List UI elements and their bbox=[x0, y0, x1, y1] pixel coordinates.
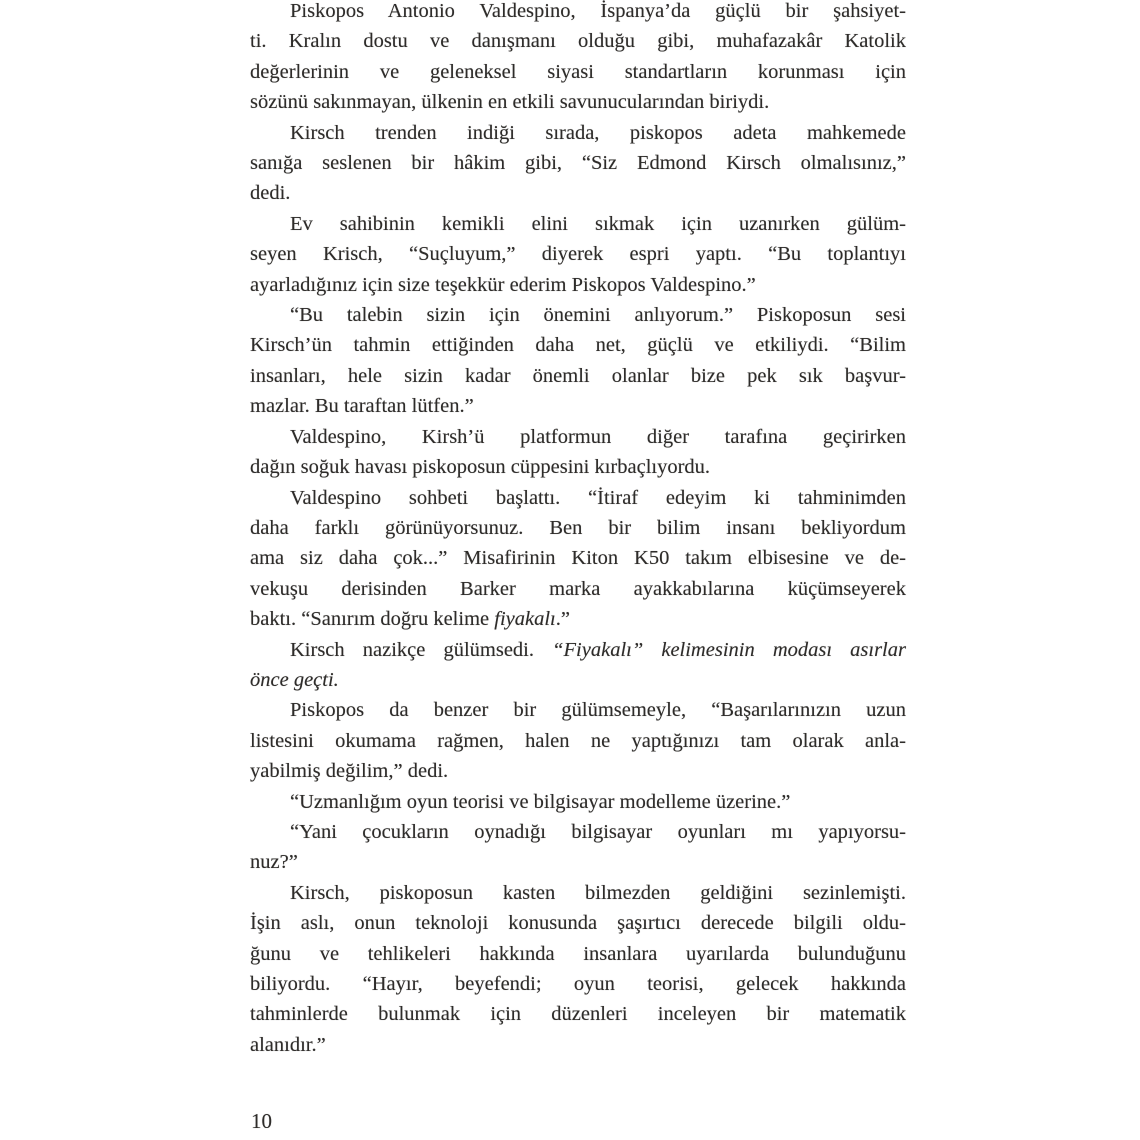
text-run: İşin aslı, onun teknoloji konusunda şaşırtıcı derecede bilgili oldu- bbox=[250, 912, 906, 935]
text-line bbox=[250, 239, 906, 269]
text-run: Kirsch nazikçe gülümsedi. bbox=[290, 638, 553, 661]
italic-text-run: “Fiyakalı” kelimesinin modası asırlar bbox=[552, 638, 906, 661]
text-line bbox=[250, 787, 906, 817]
text-line bbox=[250, 422, 906, 452]
text-line bbox=[250, 969, 906, 999]
paragraph bbox=[250, 817, 906, 878]
text-line bbox=[250, 726, 906, 756]
page-number: 10 bbox=[251, 1109, 272, 1133]
text-run: alanıdır.” bbox=[250, 1033, 326, 1056]
text-line bbox=[250, 330, 906, 360]
text-line bbox=[250, 0, 906, 26]
text-run: “Bu talebin sizin için önemini anlıyorum.” Piskoposun sesi bbox=[290, 304, 906, 327]
paragraph bbox=[250, 878, 906, 1060]
text-line bbox=[250, 57, 906, 87]
italic-text-run: fiyakalı bbox=[494, 608, 556, 631]
text-line bbox=[250, 178, 906, 208]
text-line bbox=[250, 148, 906, 178]
paragraph bbox=[250, 422, 906, 483]
text-run: yabilmiş değilim,” dedi. bbox=[250, 760, 449, 783]
text-run: “Yani çocukların oynadığı bilgisayar oyunları mı yapıyorsu- bbox=[290, 820, 906, 843]
text-line bbox=[250, 574, 906, 604]
text-line bbox=[250, 1030, 906, 1060]
paragraph bbox=[250, 483, 906, 635]
paragraph bbox=[250, 635, 906, 696]
text-run: ti. Kralın dostu ve danışmanı olduğu gibi, muhafazakâr Katolik bbox=[250, 30, 906, 53]
text-line bbox=[250, 665, 906, 695]
text-run: ğunu ve tehlikeleri hakkında insanlara uyarılarda bulunduğunu bbox=[250, 942, 906, 965]
text-run: Kirsch trenden indiği sırada, piskopos adeta mahkemede bbox=[290, 121, 906, 144]
text-line bbox=[250, 939, 906, 969]
text-line bbox=[250, 118, 906, 148]
text-run: sözünü sakınmayan, ülkenin en etkili savunucularından biriydi. bbox=[250, 91, 770, 114]
text-run: Kirsch, piskoposun kasten bilmezden geldiğini sezinlemişti. bbox=[290, 881, 906, 904]
text-line bbox=[250, 209, 906, 239]
text-run: baktı. “Sanırım doğru kelime bbox=[250, 608, 495, 631]
text-run: listesini okumama rağmen, halen ne yaptığınızı tam olarak anla- bbox=[250, 729, 906, 752]
text-run: seyen Krisch, “Suçluyum,” diyerek espri yaptı. “Bu toplantıyı bbox=[250, 243, 906, 266]
text-run: .” bbox=[555, 608, 570, 631]
text-run: Ev sahibinin kemikli elini sıkmak için uzanırken gülüm- bbox=[290, 212, 906, 235]
text-line bbox=[250, 908, 906, 938]
text-line bbox=[250, 604, 906, 634]
text-run: daha farklı görünüyorsunuz. Ben bir bilim insanı bekliyordum bbox=[250, 516, 906, 539]
paragraph bbox=[250, 695, 906, 786]
text-run: dağın soğuk havası piskoposun cüppesini kırbaçlıyordu. bbox=[250, 456, 711, 479]
text-run: değerlerinin ve geleneksel siyasi standartların korunması için bbox=[250, 60, 906, 83]
text-line bbox=[250, 513, 906, 543]
paragraph bbox=[250, 0, 906, 118]
text-line bbox=[250, 452, 906, 482]
italic-text-run: önce geçti. bbox=[250, 668, 339, 691]
paragraph bbox=[250, 209, 906, 300]
text-line bbox=[250, 361, 906, 391]
paragraph bbox=[250, 787, 906, 817]
text-line bbox=[250, 635, 906, 665]
text-run: sanığa seslenen bir hâkim gibi, “Siz Edmond Kirsch olmalısınız,” bbox=[250, 152, 906, 175]
text-line bbox=[250, 878, 906, 908]
text-run: nuz?” bbox=[250, 851, 298, 874]
paragraph bbox=[250, 300, 906, 422]
text-line bbox=[250, 847, 906, 877]
text-line bbox=[250, 483, 906, 513]
paragraph bbox=[250, 118, 906, 209]
text-run: ama siz daha çok...” Misafirinin Kiton K50 takım elbisesine ve de- bbox=[250, 547, 906, 570]
text-line bbox=[250, 391, 906, 421]
text-line bbox=[250, 87, 906, 117]
text-run: insanları, hele sizin kadar önemli olanlar bize pek sık başvur- bbox=[250, 364, 906, 387]
text-run: Piskopos da benzer bir gülümsemeyle, “Başarılarınızın uzun bbox=[290, 699, 906, 722]
text-line bbox=[250, 543, 906, 573]
text-line bbox=[250, 695, 906, 725]
text-run: Piskopos Antonio Valdespino, İspanya’da güçlü bir şahsiyet- bbox=[290, 0, 906, 22]
text-run: ayarladığınız için size teşekkür ederim Piskopos Valdespino.” bbox=[250, 273, 756, 296]
text-run: Kirsch’ün tahmin ettiğinden daha net, güçlü ve etkiliydi. “Bilim bbox=[250, 334, 906, 357]
text-run: Valdespino, Kirsh’ü platformun diğer tarafına geçirirken bbox=[290, 425, 906, 448]
text-line bbox=[250, 270, 906, 300]
text-line bbox=[250, 26, 906, 56]
text-line bbox=[250, 300, 906, 330]
text-run: mazlar. Bu taraftan lütfen.” bbox=[250, 395, 474, 418]
text-run: Valdespino sohbeti başlattı. “İtiraf edeyim ki tahminimden bbox=[290, 486, 906, 509]
text-run: biliyordu. “Hayır, beyefendi; oyun teorisi, gelecek hakkında bbox=[250, 973, 906, 995]
body-text bbox=[250, 0, 906, 1060]
text-run: vekuşu derisinden Barker marka ayakkabılarına küçümseyerek bbox=[250, 577, 906, 600]
text-run: “Uzmanlığım oyun teorisi ve bilgisayar modelleme üzerine.” bbox=[290, 790, 791, 813]
text-line bbox=[250, 817, 906, 847]
text-run: tahminlerde bulunmak için düzenleri inceleyen bir matematik bbox=[250, 1003, 906, 1026]
text-line bbox=[250, 999, 906, 1029]
text-run: dedi. bbox=[250, 182, 291, 205]
text-line bbox=[250, 756, 906, 786]
